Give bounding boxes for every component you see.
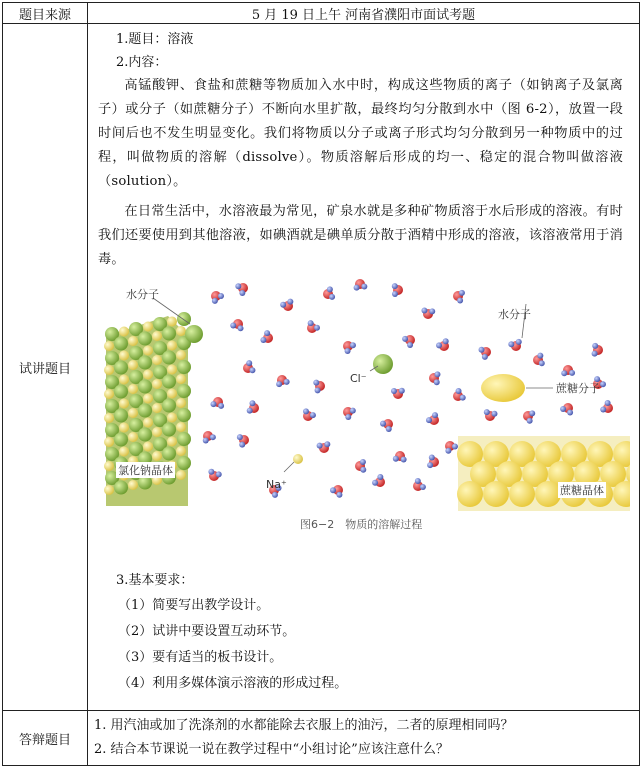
- sucrose-molecule-label: 蔗糖分子: [556, 382, 600, 395]
- content-label: 2.内容：: [116, 55, 168, 70]
- content-paragraph-1: 高锰酸钾、食盐和蔗糖等物质加入水中时，构成这些物质的离子（如钠离子及氯离子）或分子（如蔗糖分子）不断向水里扩散，最终均匀分散到水中（图 6-2），放置一段时间后也不发生明显变化。我们将物质以分子或离子形式均匀分散到另一种物质中的过程，叫做物质的溶解（dissolve）。物质溶解后形成的均一、稳定的混合物叫做溶液（solution）。: [98, 78, 623, 189]
- requirement-4: （4）利用多媒体演示溶液的形成过程。: [118, 676, 348, 691]
- sucrose-crystal: [457, 436, 630, 511]
- content-paragraph-2: 在日常生活中，水溶液最为常见，矿泉水就是多种矿物质溶于水后形成的溶液。有时我们还要使用到其他溶液，如碘酒就是碘单质分散于酒精中形成的溶液，该溶液常用于消毒。: [98, 204, 623, 267]
- requirement-1: （1）简要写出教学设计。: [118, 598, 270, 613]
- requirement-3: （3）要有适当的板书设计。: [118, 650, 283, 665]
- source-label: 题目来源: [3, 3, 88, 24]
- na-ion: [293, 454, 303, 464]
- sucrose-molecule: [481, 374, 525, 402]
- source-value: 5 月 19 日上午 河南省濮阳市面试考题: [88, 3, 640, 24]
- requirements-label: 3.基本要求：: [116, 573, 194, 588]
- cl-ion-label: Cl⁻: [350, 372, 367, 385]
- defense-question-1: 1. 用汽油或加了洗涤剂的水都能除去衣服上的油污，二者的原理相同吗？: [94, 718, 514, 733]
- exam-table: [2, 2, 640, 766]
- figure-caption: 图6−2 物质的溶解过程: [300, 518, 423, 531]
- trial-content: [88, 24, 640, 711]
- defense-label: 答辩题目: [3, 711, 88, 766]
- source-row: [3, 3, 640, 24]
- na-ion-label: Na⁺: [266, 478, 287, 491]
- requirement-2: （2）试讲中要设置互动环节。: [118, 624, 296, 639]
- water-molecule-label-left: 水分子: [126, 288, 159, 301]
- cl-ion-left: [185, 325, 203, 343]
- trial-label: 试讲题目: [3, 24, 88, 711]
- water-molecule-label-right: 水分子: [498, 308, 531, 321]
- defense-row: [3, 711, 640, 766]
- defense-question-2: 2. 结合本节课说一说在教学过程中“小组讨论”应该注意什么？: [94, 742, 449, 757]
- dissolution-figure: [98, 276, 630, 546]
- dissolution-illustration: [98, 276, 630, 546]
- cl-ion: [373, 354, 393, 374]
- trial-row: [3, 24, 640, 711]
- sucrose-crystal-label: 蔗糖晶体: [560, 484, 604, 497]
- topic-title: 1.题目：溶液: [116, 32, 194, 47]
- nacl-crystal-label: 氯化钠晶体: [118, 464, 173, 477]
- defense-content: [88, 711, 640, 766]
